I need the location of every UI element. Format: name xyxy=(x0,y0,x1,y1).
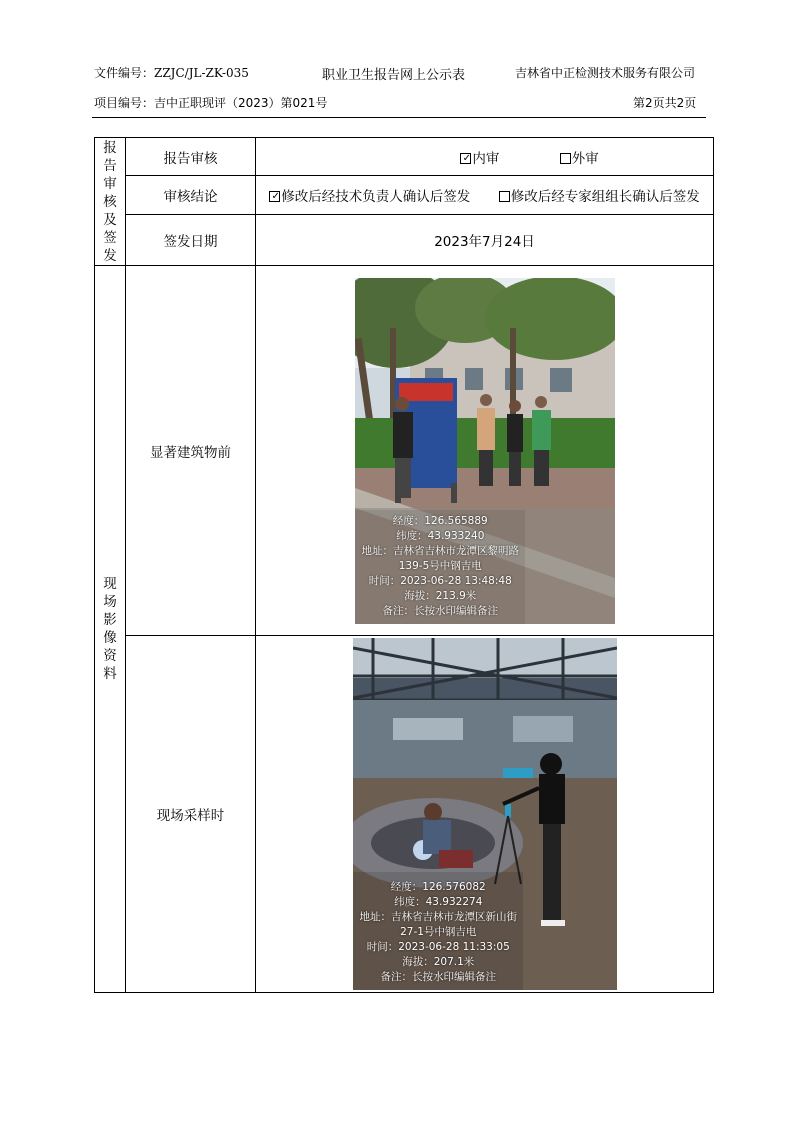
photo2-watermark-line: 备注：长按水印编辑备注 xyxy=(380,971,496,983)
report-table xyxy=(94,137,714,993)
photo1-watermark-line: 纬度：43.933240 xyxy=(396,529,485,542)
internal-review-checkbox[interactable] xyxy=(460,153,471,164)
building-photo xyxy=(355,278,615,624)
review-section-label-char: 审 xyxy=(103,175,117,192)
photo1-watermark-line: 海拔：213.9米 xyxy=(404,589,477,602)
photo1-watermark-line: 时间：2023-06-28 13:48:48 xyxy=(368,574,512,587)
photo1-watermark-line: 备注：长按水印编辑备注 xyxy=(382,604,498,617)
photo2-watermark-line: 经度：126.576082 xyxy=(390,881,486,893)
photo2-watermark-line: 纬度：43.932274 xyxy=(394,896,483,908)
company-name: 吉林省中正检测技术服务有限公司 xyxy=(515,66,696,80)
photo-section-label-char: 现 xyxy=(103,576,117,592)
review-section-label-char: 报 xyxy=(103,139,117,156)
review-section-label-char: 签 xyxy=(103,229,117,246)
section-label-photos xyxy=(95,266,126,993)
photo1-watermark xyxy=(362,514,520,619)
photo2-cell xyxy=(256,636,714,993)
conclusion-option2-label: 修改后经专家组组长确认后签发 xyxy=(510,189,700,205)
issue-date-label: 签发日期 xyxy=(126,215,256,266)
photo-section-label-char: 影 xyxy=(103,612,117,628)
photo1-label: 显著建筑物前 xyxy=(126,266,256,636)
photo1-watermark-line: 139-5号中钢吉电 xyxy=(398,559,482,572)
page-info: 第2页共2页 xyxy=(633,96,697,110)
external-review-label: 外审 xyxy=(571,150,599,167)
photo1-cell xyxy=(256,266,714,636)
photo-section-label-char: 像 xyxy=(103,630,117,646)
photo2-label: 现场采样时 xyxy=(126,636,256,993)
external-review-checkbox[interactable] xyxy=(560,153,571,164)
review-section-label-char: 告 xyxy=(103,157,117,174)
conclusion-option1-label: 修改后经技术负责人确认后签发 xyxy=(281,189,471,205)
header-rule xyxy=(92,117,706,118)
review-section-label-char: 及 xyxy=(103,211,117,228)
file-number: 文件编号：ZZJC/JL-ZK-035 xyxy=(94,66,249,80)
document-title: 职业卫生报告网上公示表 xyxy=(322,68,466,83)
conclusion-label: 审核结论 xyxy=(126,176,256,215)
photo2-watermark-line: 时间：2023-06-28 11:33:05 xyxy=(366,941,510,953)
review-section-label-char: 发 xyxy=(103,247,117,264)
conclusion-option2-checkbox[interactable] xyxy=(499,191,510,202)
sampling-photo xyxy=(353,638,617,990)
conclusion-option1-checkbox[interactable] xyxy=(269,191,280,202)
project-number: 项目编号：吉中正职现评（2023）第021号 xyxy=(94,96,328,110)
photo-section-label-char: 场 xyxy=(103,594,117,610)
photo-section-label-char: 料 xyxy=(103,666,117,682)
issue-date-value: 2023年7月24日 xyxy=(256,215,714,266)
photo-section-label-char: 资 xyxy=(103,648,117,664)
photo1-watermark-line: 地址：吉林省吉林市龙潭区黎明路 xyxy=(361,544,519,557)
photo2-watermark-line: 27-1号中钢吉电 xyxy=(400,926,477,938)
photo1-watermark-line: 经度：126.565889 xyxy=(392,514,488,527)
conclusion-options xyxy=(256,176,714,215)
review-options xyxy=(256,138,714,176)
photo2-watermark-line: 海拔：207.1米 xyxy=(402,956,475,968)
internal-review-label: 内审 xyxy=(472,150,500,167)
review-label: 报告审核 xyxy=(126,138,256,176)
section-label-review xyxy=(95,138,126,266)
photo2-watermark-line: 地址：吉林省吉林市龙潭区新山街 xyxy=(359,911,517,923)
photo2-watermark xyxy=(360,880,518,985)
review-section-label-char: 核 xyxy=(103,193,117,210)
